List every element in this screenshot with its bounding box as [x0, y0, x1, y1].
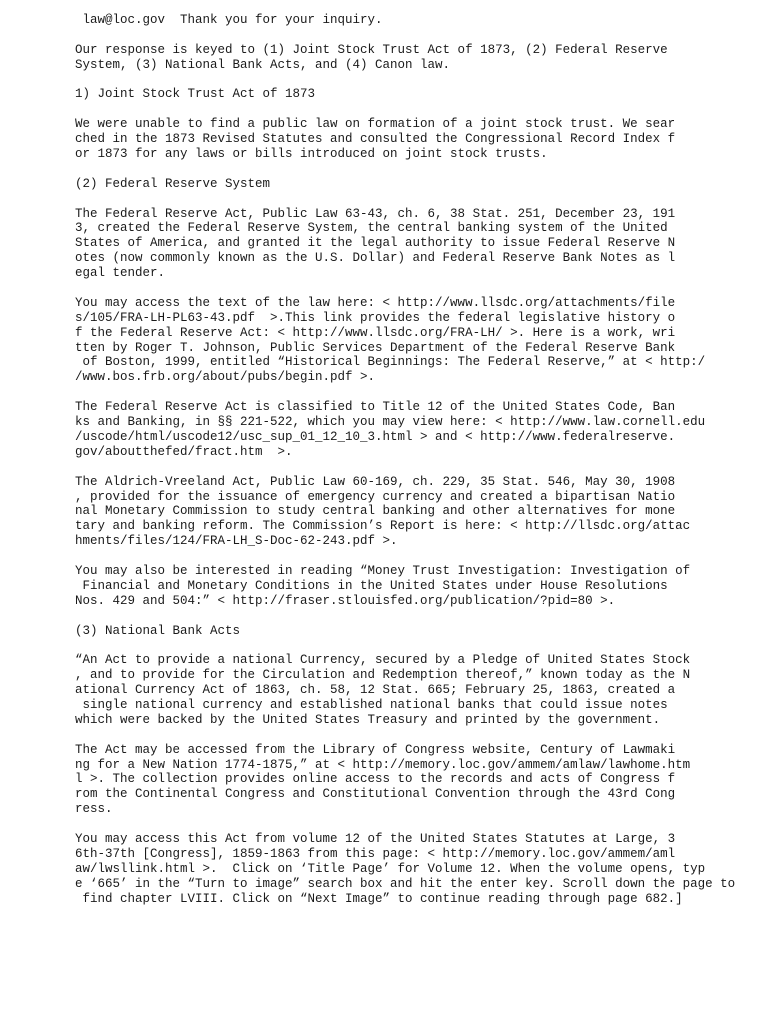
text-line: law@loc.gov Thank you for your inquiry. [75, 13, 383, 27]
text-line: l >. The collection provides online access to the records and acts of Congress f [75, 772, 676, 787]
paragraph [75, 207, 755, 281]
letter-body [75, 13, 755, 921]
paragraph [75, 87, 755, 102]
text-line: The Act may be accessed from the Library of Congress website, Century of Lawmaki [75, 742, 676, 757]
text-line: hments/files/124/FRA-LH_S-Doc-62-243.pdf >. [75, 534, 398, 549]
paragraph [75, 564, 755, 609]
text-line: aw/lwsllink.html >. Click on ‘Title Page’ for Volume 12. When the volume opens, typ [75, 861, 706, 876]
text-line: or 1873 for any laws or bills introduced on joint stock trusts. [75, 147, 548, 162]
text-line: System, (3) National Bank Acts, and (4) Canon law. [75, 57, 451, 72]
text-line: otes (now commonly known as the U.S. Dollar) and Federal Reserve Bank Notes as l [75, 251, 676, 266]
text-line: The Aldrich-Vreeland Act, Public Law 60-169, ch. 229, 35 Stat. 546, May 30, 1908 [75, 474, 676, 489]
text-line: ress. [75, 802, 113, 817]
text-line: 3, created the Federal Reserve System, the central banking system of the United [75, 221, 668, 236]
paragraph [75, 475, 755, 549]
text-line: We were unable to find a public law on formation of a joint stock trust. We sear [75, 117, 676, 132]
text-line: 6th-37th [Congress], 1859-1863 from this page: < http://memory.loc.gov/ammem/aml [75, 846, 676, 861]
text-line: find chapter LVIII. Click on “Next Image” to continue reading through page 682.] [75, 891, 683, 906]
text-line: You may access this Act from volume 12 of the United States Statutes at Large, 3 [75, 831, 676, 846]
text-line: “An Act to provide a national Currency, secured by a Pledge of United States Stock [75, 653, 691, 668]
text-line: single national currency and established national banks that could issue notes [75, 697, 668, 712]
paragraph [75, 743, 755, 817]
text-line: ks and Banking, in §§ 221-522, which you may view here: < http://www.law.cornell.edu [75, 415, 706, 430]
paragraph [75, 832, 755, 906]
text-line: gov/aboutthefed/fract.htm >. [75, 444, 293, 459]
text-line: f the Federal Reserve Act: < http://www.llsdc.org/FRA-LH/ >. Here is a work, wri [75, 325, 676, 340]
paragraph [75, 624, 755, 639]
text-line: egal tender. [75, 266, 166, 281]
text-line: tten by Roger T. Johnson, Public Services Department of the Federal Reserve Bank [75, 340, 676, 355]
paragraph [75, 117, 755, 162]
text-line: of Boston, 1999, entitled “Historical Beginnings: The Federal Reserve,” at < http:/ [75, 355, 706, 370]
text-line: The Federal Reserve Act is classified to Title 12 of the United States Code, Ban [75, 400, 676, 415]
text-line: , provided for the issuance of emergency currency and created a bipartisan Natio [75, 489, 676, 504]
text-line: ng for a New Nation 1774-1875,” at < http://memory.loc.gov/ammem/amlaw/lawhome.htm [75, 757, 691, 772]
text-line: /uscode/html/uscode12/usc_sup_01_12_10_3.html > and < http://www.federalreserve. [75, 429, 676, 444]
text-line: , and to provide for the Circulation and Redemption thereof,” known today as the N [75, 668, 691, 683]
paragraph [75, 43, 755, 73]
text-line: 1) Joint Stock Trust Act of 1873 [75, 87, 316, 102]
paragraph [75, 653, 755, 727]
text-line: Financial and Monetary Conditions in the United States under House Resolutions [75, 578, 668, 593]
text-line: ational Currency Act of 1863, ch. 58, 12 Stat. 665; February 25, 1863, created a [75, 683, 676, 698]
text-line: You may access the text of the law here: < http://www.llsdc.org/attachments/file [75, 295, 676, 310]
text-line: rom the Continental Congress and Constitutional Convention through the 43rd Cong [75, 787, 676, 802]
paragraph [75, 296, 755, 385]
text-line: e ‘665’ in the “Turn to image” search box and hit the enter key. Scroll down the page to [75, 876, 736, 891]
text-line: /www.bos.frb.org/about/pubs/begin.pdf >. [75, 370, 376, 385]
text-line: Nos. 429 and 504:” < http://fraser.stlouisfed.org/publication/?pid=80 >. [75, 593, 616, 608]
paragraph [75, 400, 755, 460]
text-line: which were backed by the United States Treasury and printed by the government. [75, 712, 661, 727]
text-line: ched in the 1873 Revised Statutes and consulted the Congressional Record Index f [75, 132, 676, 147]
text-line: Our response is keyed to (1) Joint Stock Trust Act of 1873, (2) Federal Reserve [75, 42, 668, 57]
text-line: The Federal Reserve Act, Public Law 63-43, ch. 6, 38 Stat. 251, December 23, 191 [75, 206, 676, 221]
text-line: nal Monetary Commission to study central banking and other alternatives for mone [75, 504, 676, 519]
paragraph [75, 177, 755, 192]
text-line: You may also be interested in reading “Money Trust Investigation: Investigation of [75, 563, 691, 578]
text-line: (3) National Bank Acts [75, 623, 241, 638]
paragraph [75, 13, 755, 28]
text-line: (2) Federal Reserve System [75, 176, 271, 191]
text-line: States of America, and granted it the legal authority to issue Federal Reserve N [75, 236, 676, 251]
text-line: s/105/FRA-LH-PL63-43.pdf >.This link provides the federal legislative history o [75, 310, 676, 325]
text-line: tary and banking reform. The Commission’s Report is here: < http://llsdc.org/attac [75, 519, 691, 534]
